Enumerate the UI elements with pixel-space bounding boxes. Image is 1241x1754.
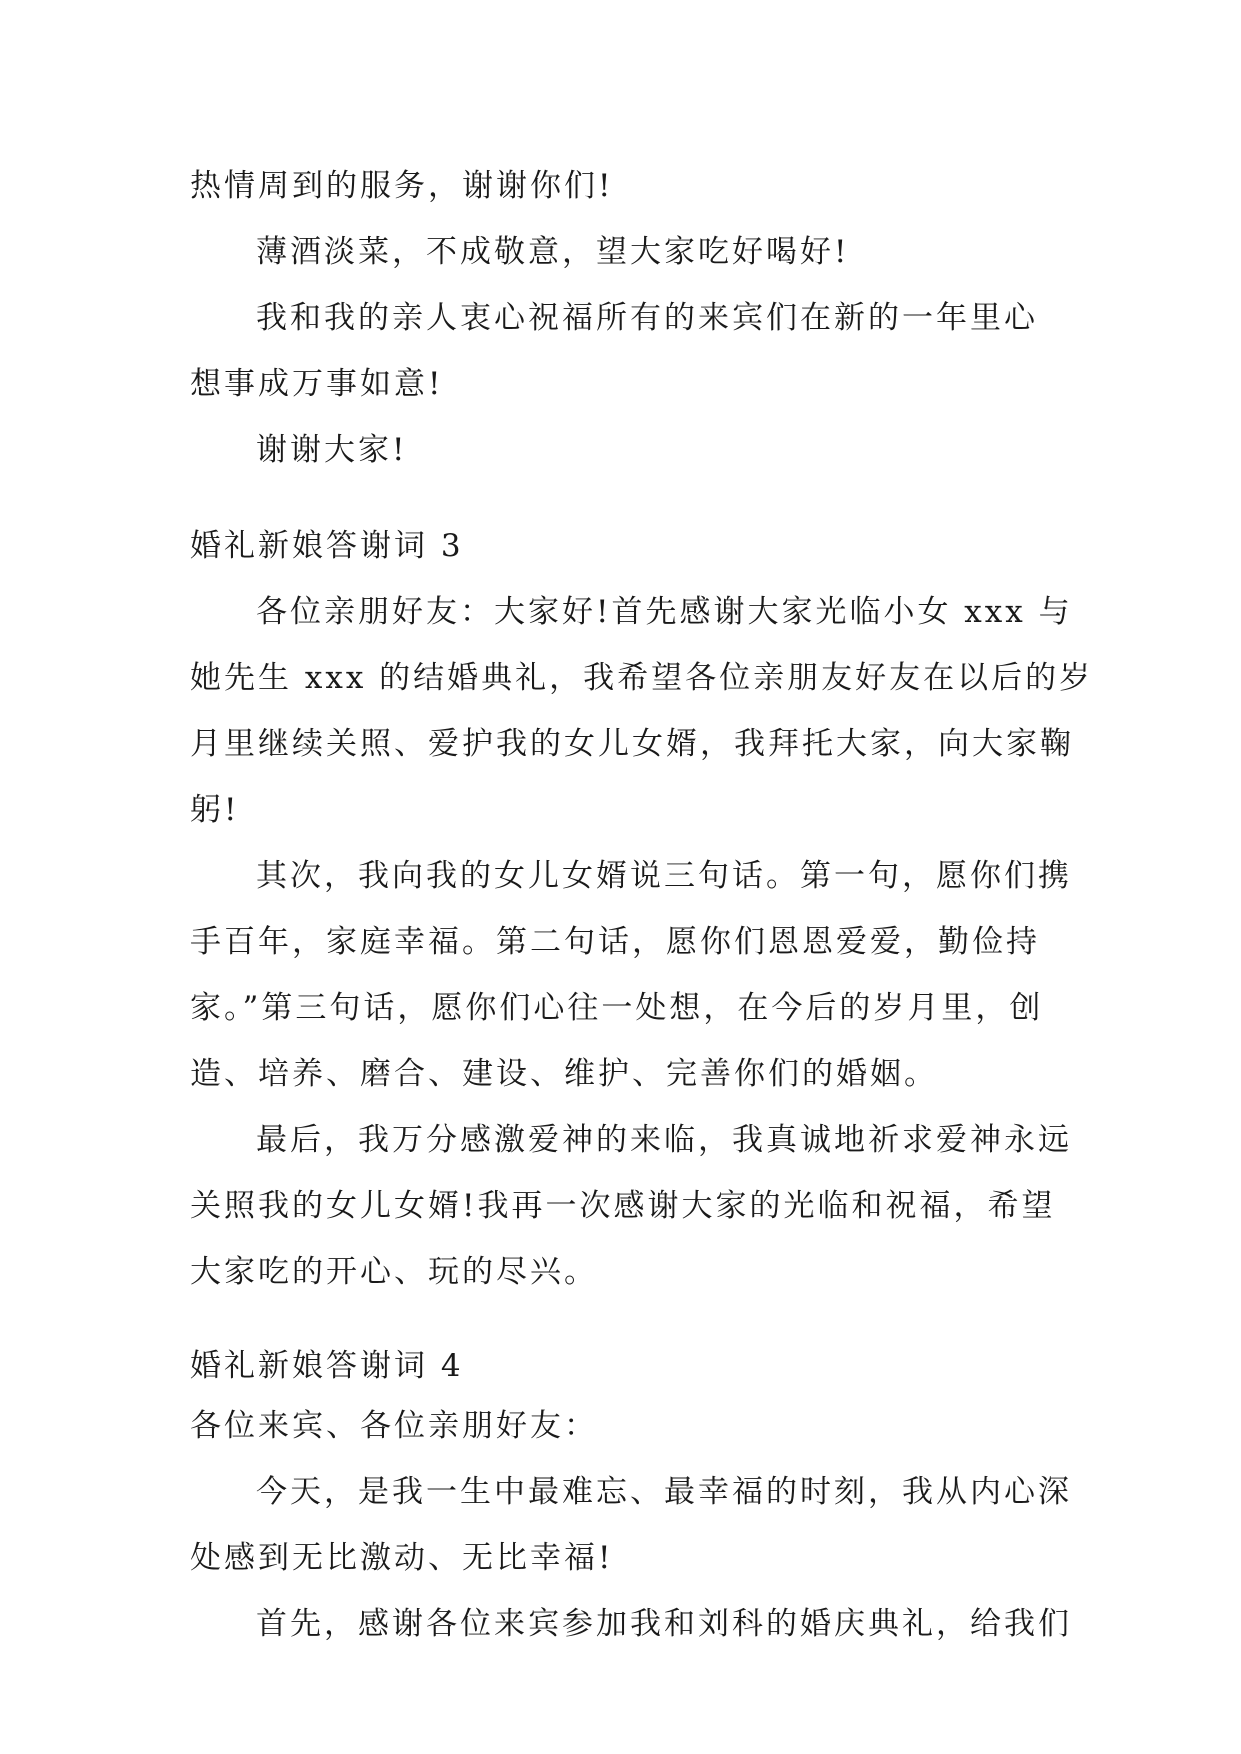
text-line: 热情周到的服务，谢谢你们!: [190, 168, 614, 204]
text-line: 她先生 xxx 的结婚典礼，我希望各位亲朋友好友在以后的岁: [190, 660, 1094, 696]
text-line: 各位来宾、各位亲朋好友：: [190, 1408, 598, 1444]
section-heading: 婚礼新娘答谢词 4: [190, 1348, 464, 1384]
text-line: 手百年，家庭幸福。第二句话，愿你们恩恩爱爱，勤俭持: [190, 924, 1040, 960]
text-line: 处感到无比激动、无比幸福!: [190, 1540, 614, 1576]
text-line: 各位亲朋好友：大家好!首先感谢大家光临小女 xxx 与: [256, 594, 1073, 630]
text-line: 造、培养、磨合、建设、维护、完善你们的婚姻。: [190, 1056, 938, 1092]
text-line: 谢谢大家!: [256, 432, 408, 468]
text-line: 月里继续关照、爱护我的女儿女婿，我拜托大家，向大家鞠: [190, 726, 1074, 762]
text-line: 想事成万事如意!: [190, 366, 444, 402]
text-line: 我和我的亲人衷心祝福所有的来宾们在新的一年里心: [256, 300, 1038, 336]
text-line: 最后，我万分感激爱神的来临，我真诚地祈求爱神永远: [256, 1122, 1072, 1158]
text-line: 关照我的女儿女婿!我再一次感谢大家的光临和祝福，希望: [190, 1188, 1056, 1224]
text-line: 家。”第三句话，愿你们心往一处想，在今后的岁月里，创: [190, 990, 1044, 1026]
text-line: 首先，感谢各位来宾参加我和刘科的婚庆典礼，给我们: [256, 1606, 1072, 1642]
section-heading: 婚礼新娘答谢词 3: [190, 528, 464, 564]
text-line: 大家吃的开心、玩的尽兴。: [190, 1254, 598, 1290]
text-line: 其次，我向我的女儿女婿说三句话。第一句，愿你们携: [256, 858, 1072, 894]
text-line: 今天，是我一生中最难忘、最幸福的时刻，我从内心深: [256, 1474, 1072, 1510]
text-line: 躬!: [190, 792, 240, 828]
text-line: 薄酒淡菜，不成敬意，望大家吃好喝好!: [256, 234, 850, 270]
